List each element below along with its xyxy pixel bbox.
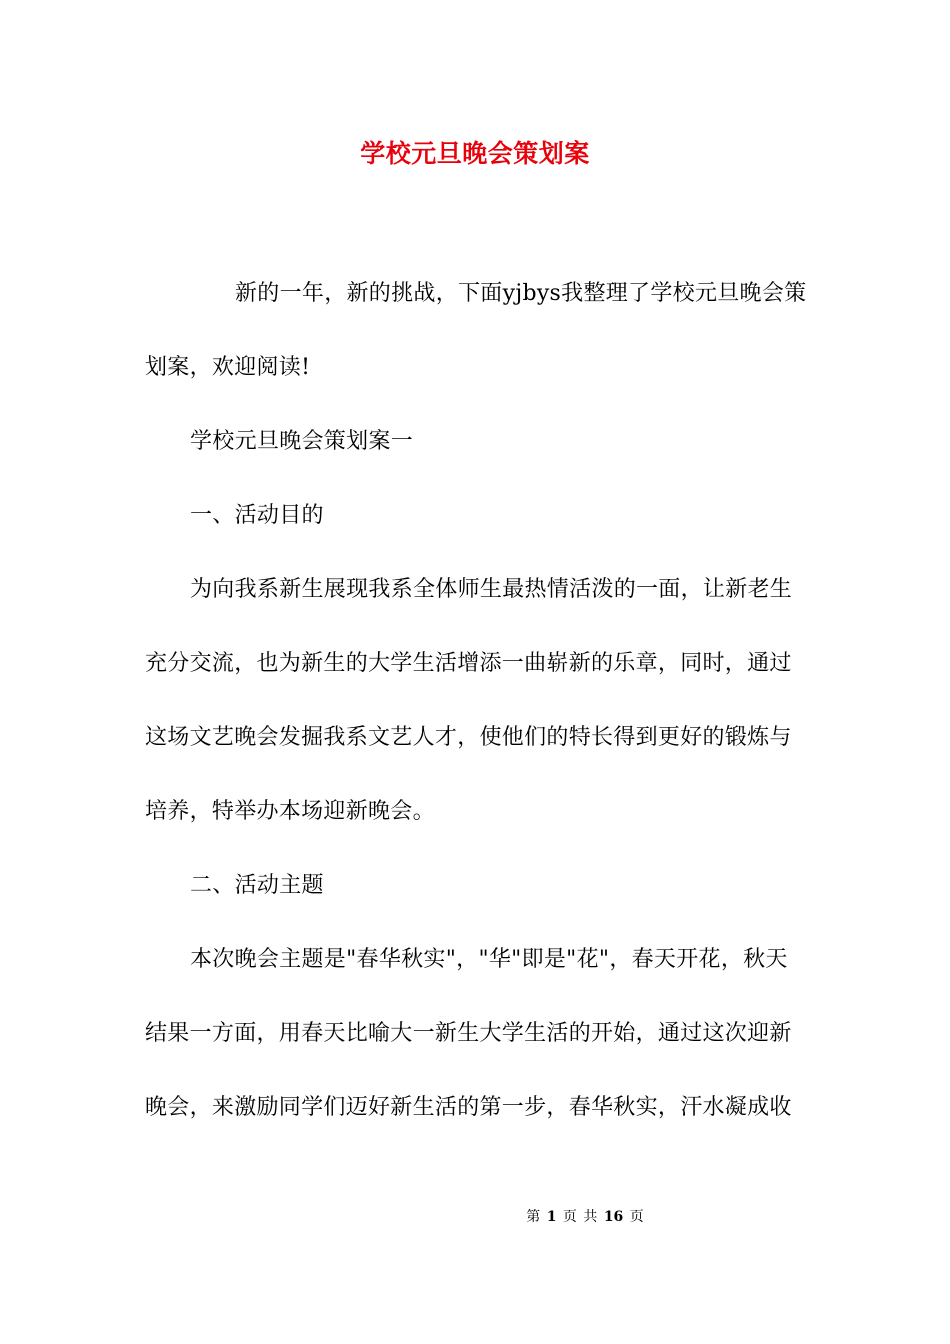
plan-heading: 学校元旦晚会策划案一 (190, 429, 414, 454)
page-footer (0, 1205, 950, 1229)
intro-paragraph: 新的一年，新的挑战，下面yjbys我整理了学校元旦晚会策划案，欢迎阅读! (145, 281, 807, 380)
footer-suffix: 页 (629, 1209, 644, 1225)
document-title: 学校元旦晚会策划案 (360, 139, 590, 168)
document-body (145, 257, 810, 1145)
footer-total-pages: 16 (603, 1209, 624, 1225)
footer-middle: 页 共 (562, 1209, 598, 1225)
theme-paragraph: 本次晚会主题是"春华秋实"，"华"即是"花"，春天开花，秋天结果一方面，用春天比喻大一新生大学生活的开始，通过这次迎新晚会，来激励同学们迈好新生活的第一步，春华秋实，汗水凝成收 (145, 947, 792, 1120)
section-heading-purpose: 一、活动目的 (190, 503, 324, 528)
section-heading-theme: 二、活动主题 (190, 873, 324, 898)
footer-prefix: 第 (526, 1209, 541, 1225)
footer-current-page: 1 (546, 1209, 557, 1225)
purpose-paragraph: 为向我系新生展现我系全体师生最热情活泼的一面，让新老生充分交流，也为新生的大学生活增添一曲崭新的乐章，同时，通过这场文艺晚会发掘我系文艺人才，使他们的特长得到更好的锻炼与培养，特举办本场迎新晚会。 (145, 577, 793, 824)
